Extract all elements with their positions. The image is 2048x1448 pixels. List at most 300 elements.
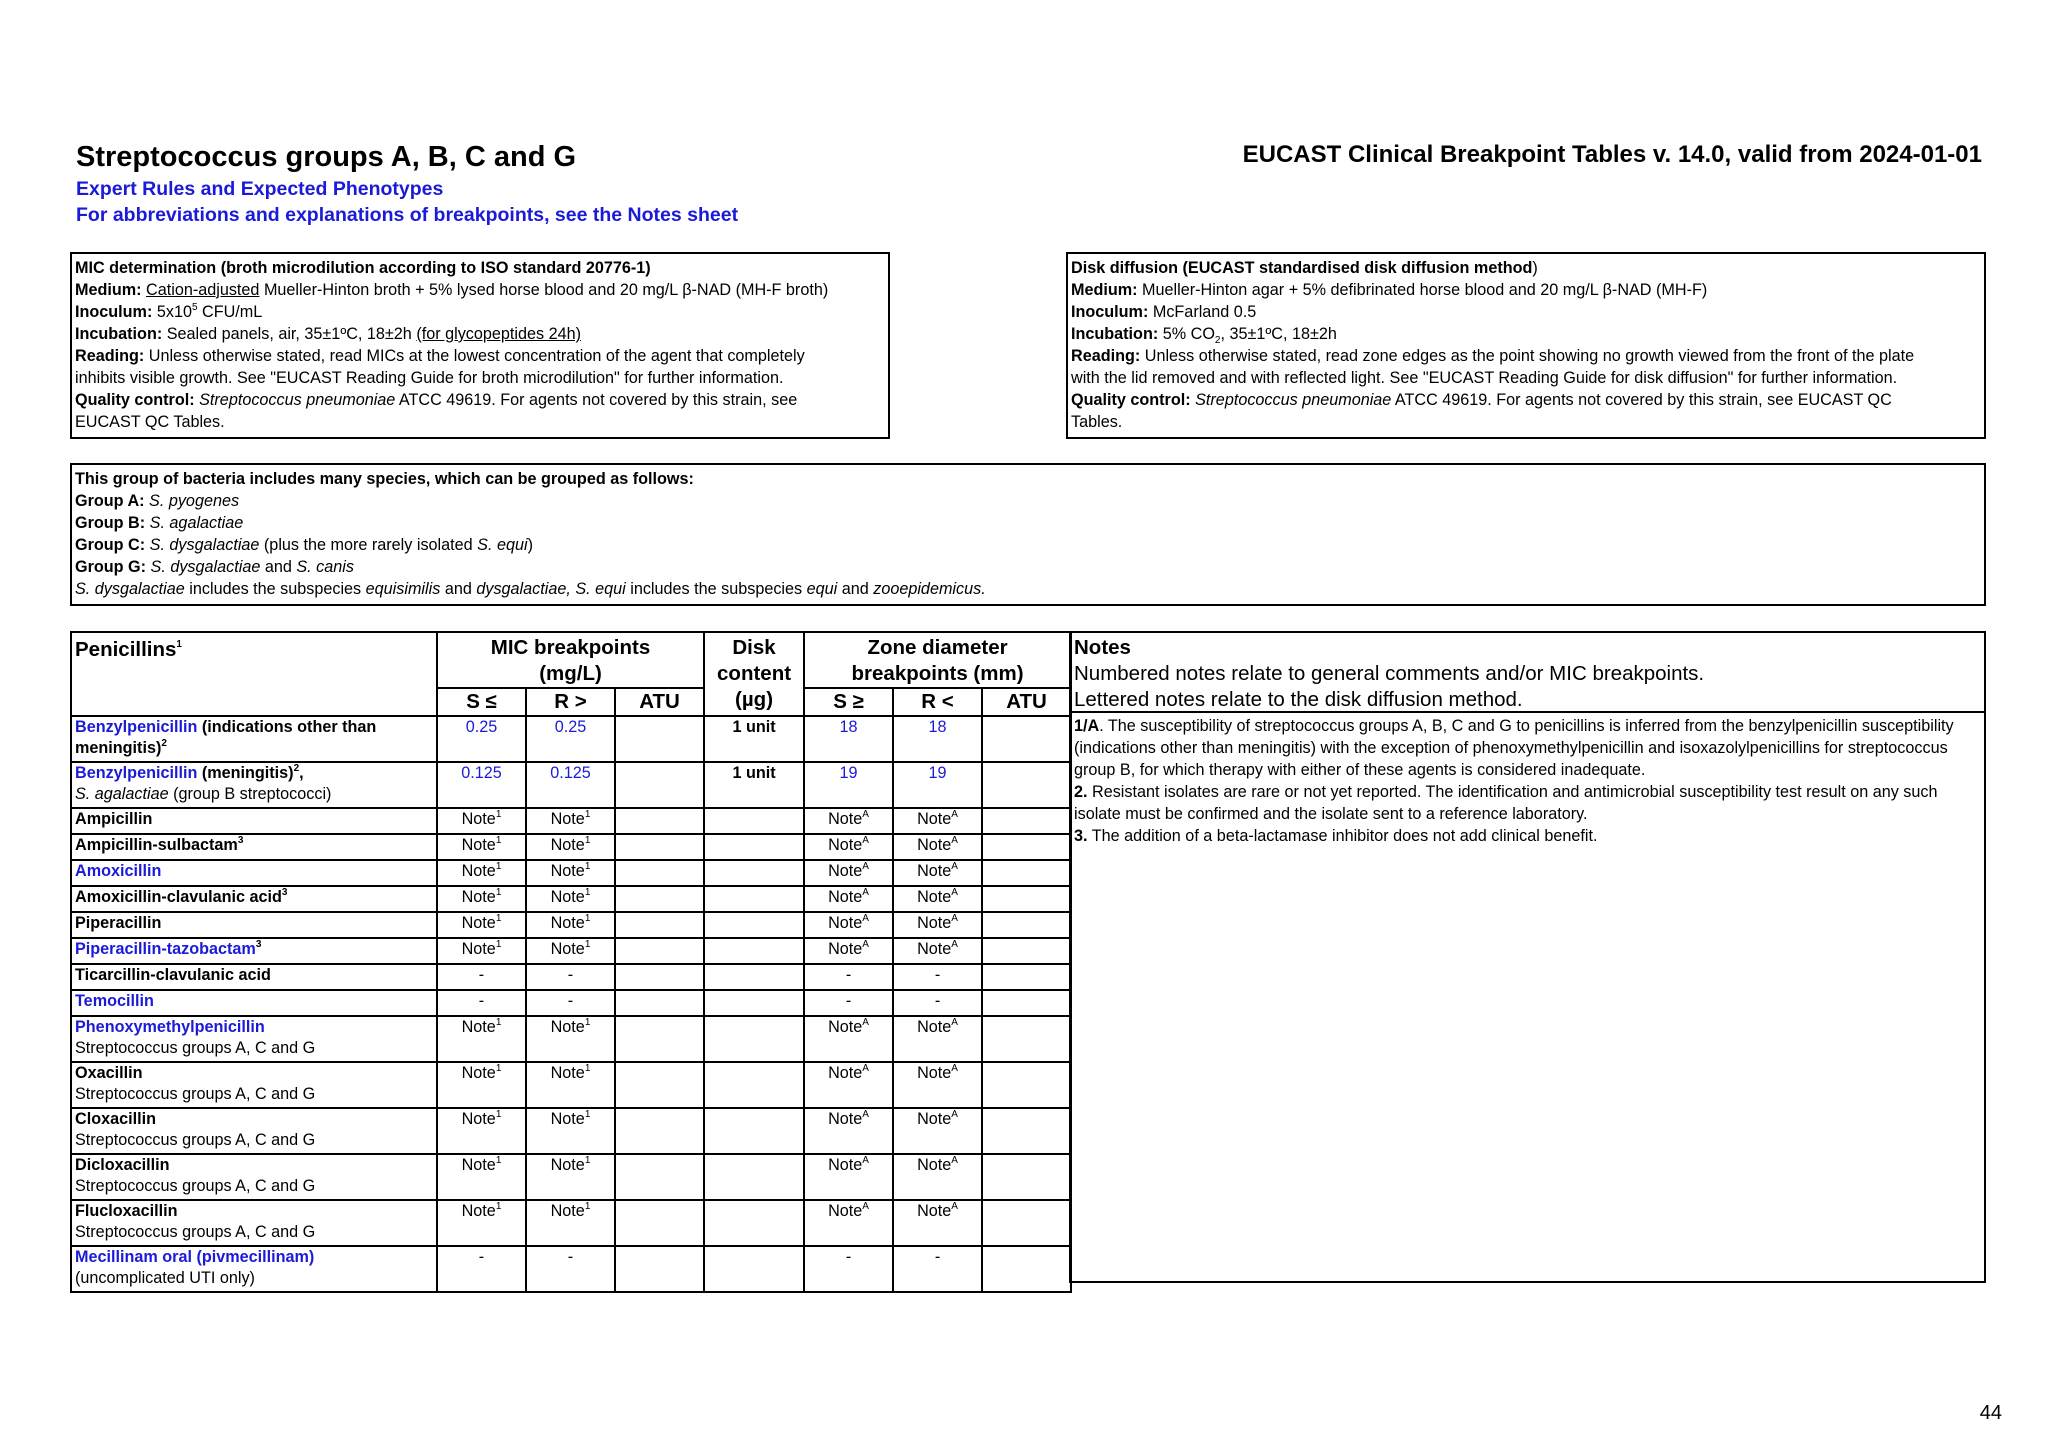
- zone-r-cell: [893, 1062, 982, 1108]
- mic-r-cell-value: Note: [550, 940, 585, 958]
- group-c-end: ): [527, 536, 533, 554]
- zone-s-cell-note-ref: A: [862, 886, 869, 898]
- agent-cell: [71, 912, 437, 938]
- agent-scope: Streptococcus groups A, C and G: [75, 1223, 316, 1241]
- subspecies-s5: zooepidemicus.: [873, 580, 986, 598]
- zone-s-cell-note-ref: A: [862, 1062, 869, 1074]
- mic-inoculum-exp: 5: [191, 301, 198, 313]
- notes-panel: [1069, 631, 1986, 1283]
- zone-atu-cell: [982, 1200, 1071, 1246]
- disk-reading-label: Reading:: [1071, 347, 1141, 365]
- mic-s-cell-value: 0.125: [461, 764, 502, 782]
- agent-cell: [71, 1200, 437, 1246]
- mic-atu-cell: [615, 1062, 704, 1108]
- zone-s-cell: [804, 860, 893, 886]
- table-row: [71, 1016, 1071, 1062]
- mic-r-cell: [526, 1246, 615, 1292]
- mic-medium-text: Mueller-Hinton broth + 5% lysed horse blood and 20 mg/L β-NAD (MH-F broth): [263, 281, 829, 299]
- disk-content-cell: [704, 716, 804, 762]
- disk-content-cell: [704, 1108, 804, 1154]
- mic-determination-box: [70, 252, 890, 439]
- zone-s-cell-value: -: [845, 966, 852, 984]
- table-row: [71, 990, 1071, 1016]
- mic-s-cell-value: Note: [461, 914, 496, 932]
- disk-header-2: content: [717, 662, 792, 685]
- group-b-species: S. agalactiae: [149, 514, 244, 532]
- mic-s-cell: [437, 1246, 526, 1292]
- mic-incubation-text: Sealed panels, air, 35±1ºC, 18±2h: [166, 325, 412, 343]
- agent-scope: (uncomplicated UTI only): [75, 1269, 255, 1287]
- zone-atu-cell: [982, 1154, 1071, 1200]
- zone-r-cell-note-ref: A: [951, 1200, 958, 1212]
- agent-note-ref: 2: [293, 762, 300, 774]
- zone-s-cell: [804, 912, 893, 938]
- table-row: [71, 912, 1071, 938]
- note-3-label: 3.: [1074, 827, 1088, 845]
- agent-cell: [71, 886, 437, 912]
- notes-body: [1071, 713, 1984, 849]
- mic-s-cell: [437, 938, 526, 964]
- table-row: [71, 886, 1071, 912]
- mic-r-cell-note-ref: 1: [584, 808, 591, 820]
- mic-s-cell-note-ref: 1: [495, 1108, 502, 1120]
- mic-s-cell: [437, 762, 526, 808]
- zone-atu-cell: [982, 1246, 1071, 1292]
- disk-content-cell: [704, 912, 804, 938]
- mic-r-cell: [526, 762, 615, 808]
- agent-cell: [71, 1154, 437, 1200]
- mic-r-cell: [526, 1108, 615, 1154]
- zone-atu-cell: [982, 964, 1071, 990]
- table-row: [71, 762, 1071, 808]
- group-g: [75, 556, 1981, 578]
- mic-r-cell: [526, 886, 615, 912]
- zone-s-cell-value: 18: [839, 718, 858, 736]
- mic-s-cell-value: 0.25: [465, 718, 498, 736]
- zone-s-cell-value: Note: [828, 1064, 863, 1082]
- mic-s-cell-value: Note: [461, 888, 496, 906]
- mic-qc-2: EUCAST QC Tables.: [75, 413, 225, 431]
- agent-qualifier: (indications other than: [197, 718, 377, 736]
- agent-name: Oxacillin: [75, 1064, 143, 1082]
- mic-r-cell-value: -: [567, 1248, 574, 1266]
- table-row: [71, 860, 1071, 886]
- mic-heading: MIC determination (broth microdilution according to ISO standard 20776-1): [75, 259, 651, 277]
- disk-inoculum-text: McFarland 0.5: [1152, 303, 1257, 321]
- agent-cell: [71, 964, 437, 990]
- zone-s-cell-note-ref: A: [862, 1200, 869, 1212]
- table-row: [71, 964, 1071, 990]
- zone-s-cell: [804, 1016, 893, 1062]
- disk-header-3: (µg): [735, 688, 774, 711]
- zone-r-cell-note-ref: A: [951, 1062, 958, 1074]
- mic-s-cell-note-ref: 1: [495, 860, 502, 872]
- group-a: [75, 490, 1981, 512]
- mic-r-cell-note-ref: 1: [584, 1062, 591, 1074]
- agent-species-note: (group B streptococci): [168, 785, 332, 803]
- agent-cell: [71, 938, 437, 964]
- zone-r-cell: [893, 1016, 982, 1062]
- mic-atu-cell: [615, 964, 704, 990]
- note-1-label: 1/A: [1074, 717, 1100, 735]
- group-g-species-2: S. canis: [296, 558, 354, 576]
- agent-scope: Streptococcus groups A, C and G: [75, 1039, 316, 1057]
- subspecies-s4: equi: [806, 580, 838, 598]
- disk-qc-2: Tables.: [1071, 413, 1123, 431]
- zone-s-cell: [804, 834, 893, 860]
- breakpoint-table-area: [70, 631, 1986, 1287]
- mic-atu-cell: [615, 808, 704, 834]
- zone-header-unit: breakpoints (mm): [851, 662, 1024, 685]
- mic-s-cell: [437, 1200, 526, 1246]
- mic-qc-text: ATCC 49619. For agents not covered by this strain, see: [398, 391, 798, 409]
- zone-r-cell: [893, 886, 982, 912]
- zone-s-cell-value: Note: [828, 888, 863, 906]
- group-b-label: Group B:: [75, 514, 146, 532]
- mic-s-cell-value: Note: [461, 1156, 496, 1174]
- agent-scope: Streptococcus groups A, C and G: [75, 1085, 316, 1103]
- disk-content-cell: [704, 808, 804, 834]
- mic-r-cell-value: Note: [550, 1110, 585, 1128]
- subspecies-s1: S. dysgalactiae: [75, 580, 185, 598]
- agent-name[interactable]: Mecillinam oral (pivmecillinam): [75, 1248, 315, 1266]
- disk-content-cell: [704, 860, 804, 886]
- mic-r-cell-value: Note: [550, 1156, 585, 1174]
- mic-r-cell: [526, 1062, 615, 1108]
- mic-s-cell: [437, 834, 526, 860]
- notes-line-1: Numbered notes relate to general comments and/or MIC breakpoints.: [1074, 662, 1705, 685]
- mic-r-cell: [526, 834, 615, 860]
- table-row: [71, 1062, 1071, 1108]
- disk-content-header: [704, 632, 804, 716]
- subspecies-line: [75, 578, 1981, 600]
- notes-sheet-link[interactable]: For abbreviations and explanations of breakpoints, see the Notes sheet: [76, 204, 739, 226]
- mic-s-cell: [437, 886, 526, 912]
- mic-s-cell-value: Note: [461, 1064, 496, 1082]
- mic-r-cell-note-ref: 1: [584, 886, 591, 898]
- disk-inoculum: [1071, 301, 1981, 323]
- col-mic-atu: ATU: [615, 688, 704, 716]
- subspecies-t4: and: [841, 580, 869, 598]
- subspecies-s3: dysgalactiae, S. equi: [476, 580, 626, 598]
- mic-r-cell: [526, 964, 615, 990]
- agent-name: Ampicillin-sulbactam: [75, 836, 238, 854]
- agent-name: Ampicillin: [75, 810, 153, 828]
- zone-r-cell: [893, 860, 982, 886]
- disk-medium: [1071, 279, 1981, 301]
- zone-r-cell-value: Note: [917, 1064, 952, 1082]
- mic-medium-label: Medium:: [75, 281, 142, 299]
- mic-r-cell-value: Note: [550, 888, 585, 906]
- mic-incubation: [75, 323, 885, 345]
- zone-r-cell: [893, 990, 982, 1016]
- expert-rules-link[interactable]: Expert Rules and Expected Phenotypes: [76, 178, 444, 200]
- version-label: EUCAST Clinical Breakpoint Tables v. 14.0, valid from 2024-01-01: [1242, 141, 1982, 168]
- zone-r-cell-value: Note: [917, 940, 952, 958]
- zone-atu-cell: [982, 860, 1071, 886]
- species-group-box: [70, 463, 1986, 606]
- agent-scope: Streptococcus groups A, C and G: [75, 1131, 316, 1149]
- mic-s-cell-value: Note: [461, 862, 496, 880]
- mic-r-cell-note-ref: 1: [584, 1154, 591, 1166]
- zone-s-cell-note-ref: A: [862, 834, 869, 846]
- disk-inoculum-label: Inoculum:: [1071, 303, 1149, 321]
- mic-atu-cell: [615, 860, 704, 886]
- class-label: Penicillins: [75, 638, 177, 661]
- mic-reading-2: inhibits visible growth. See "EUCAST Reading Guide for broth microdilution" for further information.: [75, 369, 784, 387]
- mic-s-cell-note-ref: 1: [495, 808, 502, 820]
- zone-r-cell: [893, 1154, 982, 1200]
- agent-name[interactable]: Benzylpenicillin: [75, 718, 198, 736]
- zone-s-cell-note-ref: A: [862, 1016, 869, 1028]
- zone-s-cell-value: Note: [828, 810, 863, 828]
- mic-breakpoints-header: [437, 632, 704, 688]
- zone-r-cell-note-ref: A: [951, 1108, 958, 1120]
- mic-qc-species: Streptococcus pneumoniae: [199, 391, 396, 409]
- disk-incubation-pre: 5% CO: [1162, 325, 1215, 343]
- mic-s-cell-value: Note: [461, 1110, 496, 1128]
- mic-atu-cell: [615, 834, 704, 860]
- agent-name: Cloxacillin: [75, 1110, 156, 1128]
- mic-atu-cell: [615, 886, 704, 912]
- agent-name: Piperacillin: [75, 914, 162, 932]
- disk-content-cell: [704, 938, 804, 964]
- agent-name: Ticarcillin-clavulanic acid: [75, 966, 271, 984]
- mic-r-cell-value: Note: [550, 914, 585, 932]
- zone-s-cell-value: -: [845, 1248, 852, 1266]
- zone-s-cell: [804, 938, 893, 964]
- mic-r-cell-value: 0.25: [554, 718, 587, 736]
- zone-atu-cell: [982, 808, 1071, 834]
- zone-s-cell-value: Note: [828, 940, 863, 958]
- zone-r-cell: [893, 808, 982, 834]
- zone-s-cell: [804, 762, 893, 808]
- disk-reading-text-1: Unless otherwise stated, read zone edges as the point showing no growth viewed from the front of the plate: [1144, 347, 1915, 365]
- group-g-and: and: [264, 558, 292, 576]
- agent-name[interactable]: Amoxicillin: [75, 862, 162, 880]
- zone-r-cell-note-ref: A: [951, 834, 958, 846]
- group-a-label: Group A:: [75, 492, 145, 510]
- zone-r-cell-value: Note: [917, 888, 952, 906]
- zone-r-cell-value: -: [934, 1248, 941, 1266]
- zone-s-cell-value: Note: [828, 914, 863, 932]
- col-zone-s: S ≥: [804, 688, 893, 716]
- disk-content-cell: [704, 1154, 804, 1200]
- zone-r-cell-value: 19: [928, 764, 947, 782]
- note-3: [1074, 825, 1981, 847]
- zone-s-cell-value: Note: [828, 1202, 863, 1220]
- zone-atu-cell: [982, 990, 1071, 1016]
- col-zone-atu: ATU: [982, 688, 1071, 716]
- zone-s-cell-value: -: [845, 992, 852, 1010]
- disk-content-value: 1 unit: [732, 764, 776, 782]
- zone-atu-cell: [982, 1016, 1071, 1062]
- disk-header-1: Disk: [732, 636, 776, 659]
- mic-medium: [75, 279, 885, 301]
- mic-s-cell-value: Note: [461, 836, 496, 854]
- zone-r-cell-note-ref: A: [951, 1016, 958, 1028]
- agent-name[interactable]: Temocillin: [75, 992, 154, 1010]
- zone-s-cell: [804, 1200, 893, 1246]
- disk-incubation-post: , 35±1ºC, 18±2h: [1220, 325, 1337, 343]
- table-row: [71, 716, 1071, 762]
- page-number: 44: [1979, 1402, 2002, 1424]
- mic-inoculum-unit: CFU/mL: [202, 303, 263, 321]
- disk-content-cell: [704, 762, 804, 808]
- zone-r-cell: [893, 1200, 982, 1246]
- agent-cell: [71, 762, 437, 808]
- zone-r-cell-value: Note: [917, 1018, 952, 1036]
- zone-header-label: Zone diameter: [867, 636, 1008, 659]
- mic-r-cell-value: Note: [550, 1202, 585, 1220]
- mic-reading-label: Reading:: [75, 347, 145, 365]
- zone-s-cell-note-ref: A: [862, 1108, 869, 1120]
- mic-atu-cell: [615, 716, 704, 762]
- disk-content-value: 1 unit: [732, 718, 776, 736]
- agent-cell: [71, 1062, 437, 1108]
- group-c-mid: (plus the more rarely isolated: [263, 536, 473, 554]
- disk-content-cell: [704, 1016, 804, 1062]
- zone-r-cell: [893, 1246, 982, 1292]
- note-1-text: . The susceptibility of streptococcus groups A, B, C and G to penicillins is inferred from the benzylpenicillin susceptibility (indications other than meningitis) with the exception of phenoxymethylpenicillin and isoxazolylpenicillins for streptococcus group B, for which therapy with either of these agents is considered inadequate.: [1074, 717, 1954, 779]
- disk-incubation-label: Incubation:: [1071, 325, 1159, 343]
- mic-r-cell-note-ref: 1: [584, 1016, 591, 1028]
- zone-r-cell-note-ref: A: [951, 886, 958, 898]
- mic-atu-cell: [615, 1200, 704, 1246]
- mic-atu-cell: [615, 1154, 704, 1200]
- group-c-species: S. dysgalactiae: [149, 536, 260, 554]
- agent-cell: [71, 834, 437, 860]
- zone-s-cell: [804, 990, 893, 1016]
- mic-inoculum-base: 5x10: [156, 303, 192, 321]
- mic-s-cell: [437, 1154, 526, 1200]
- mic-r-cell: [526, 808, 615, 834]
- agent-species: S. agalactiae: [75, 785, 169, 803]
- disk-qc-label: Quality control:: [1071, 391, 1191, 409]
- mic-s-cell: [437, 1062, 526, 1108]
- zone-s-cell: [804, 808, 893, 834]
- mic-r-cell-value: Note: [550, 1018, 585, 1036]
- zone-diameter-header: [804, 632, 1071, 688]
- mic-s-cell-note-ref: 1: [495, 834, 502, 846]
- mic-s-cell: [437, 912, 526, 938]
- mic-s-cell: [437, 1108, 526, 1154]
- col-mic-r: R >: [526, 688, 615, 716]
- agent-name: Dicloxacillin: [75, 1156, 170, 1174]
- agent-qualifier-2: meningitis): [75, 739, 162, 757]
- zone-r-cell: [893, 762, 982, 808]
- mic-r-cell: [526, 1200, 615, 1246]
- disk-reading-2: with the lid removed and with reflected light. See "EUCAST Reading Guide for disk diffusion" for further information.: [1071, 369, 1898, 387]
- zone-r-cell-value: Note: [917, 1202, 952, 1220]
- disk-heading: [1071, 257, 1981, 279]
- class-header: [71, 632, 437, 716]
- zone-s-cell-note-ref: A: [862, 860, 869, 872]
- mic-atu-cell: [615, 938, 704, 964]
- table-row: [71, 834, 1071, 860]
- agent-name: Flucloxacillin: [75, 1202, 178, 1220]
- notes-heading: Notes: [1074, 636, 1131, 659]
- zone-r-cell-value: Note: [917, 862, 952, 880]
- disk-heading-end: ): [1532, 259, 1538, 277]
- disk-medium-text: Mueller-Hinton agar + 5% defibrinated horse blood and 20 mg/L β-NAD (MH-F): [1142, 281, 1708, 299]
- agent-note-ref: 3: [237, 834, 244, 846]
- mic-r-cell-value: 0.125: [550, 764, 591, 782]
- zone-r-cell-note-ref: A: [951, 938, 958, 950]
- mic-r-cell-value: -: [567, 966, 574, 984]
- zone-r-cell-value: Note: [917, 1110, 952, 1128]
- mic-r-cell: [526, 1154, 615, 1200]
- zone-r-cell-note-ref: A: [951, 912, 958, 924]
- agent-name[interactable]: Phenoxymethylpenicillin: [75, 1018, 265, 1036]
- mic-atu-cell: [615, 1016, 704, 1062]
- agent-cell: [71, 860, 437, 886]
- zone-r-cell-value: -: [934, 992, 941, 1010]
- zone-s-cell-note-ref: A: [862, 938, 869, 950]
- zone-r-cell-value: Note: [917, 836, 952, 854]
- table-row: [71, 1246, 1071, 1292]
- mic-r-cell-note-ref: 1: [584, 938, 591, 950]
- agent-cell: [71, 808, 437, 834]
- page-title: Streptococcus groups A, B, C and G: [76, 141, 577, 173]
- mic-atu-cell: [615, 1108, 704, 1154]
- agent-name[interactable]: Benzylpenicillin: [75, 764, 198, 782]
- zone-r-cell: [893, 938, 982, 964]
- mic-s-cell-note-ref: 1: [495, 886, 502, 898]
- group-b: [75, 512, 1981, 534]
- mic-inoculum: [75, 301, 885, 323]
- disk-qc: [1071, 389, 1981, 411]
- zone-atu-cell: [982, 1108, 1071, 1154]
- group-c-label: Group C:: [75, 536, 146, 554]
- group-heading: This group of bacteria includes many species, which can be grouped as follows:: [75, 470, 694, 488]
- note-2: [1074, 781, 1981, 825]
- mic-qc: [75, 389, 885, 411]
- zone-s-cell-value: Note: [828, 862, 863, 880]
- agent-cell: [71, 1246, 437, 1292]
- mic-s-cell: [437, 716, 526, 762]
- disk-incubation: [1071, 323, 1981, 345]
- mic-r-cell-value: Note: [550, 836, 585, 854]
- zone-s-cell-value: 19: [839, 764, 858, 782]
- group-c-equi: S. equi: [477, 536, 528, 554]
- zone-r-cell: [893, 716, 982, 762]
- disk-content-cell: [704, 990, 804, 1016]
- zone-atu-cell: [982, 912, 1071, 938]
- zone-r-cell-note-ref: A: [951, 1154, 958, 1166]
- table-row: [71, 1200, 1071, 1246]
- notes-header: [1071, 633, 1984, 713]
- subspecies-t3: includes the subspecies: [630, 580, 803, 598]
- agent-name[interactable]: Piperacillin-tazobactam: [75, 940, 256, 958]
- zone-s-cell-value: Note: [828, 1156, 863, 1174]
- mic-r-cell-value: Note: [550, 862, 585, 880]
- breakpoint-table: [70, 631, 1072, 1293]
- zone-r-cell-value: 18: [928, 718, 947, 736]
- mic-atu-cell: [615, 762, 704, 808]
- zone-r-cell: [893, 834, 982, 860]
- zone-atu-cell: [982, 762, 1071, 808]
- agent-note-ref: 3: [281, 886, 288, 898]
- zone-r-cell-value: Note: [917, 1156, 952, 1174]
- disk-heading-text: Disk diffusion (EUCAST standardised disk diffusion method: [1071, 259, 1533, 277]
- mic-reading-text-1: Unless otherwise stated, read MICs at the lowest concentration of the agent that completely: [148, 347, 805, 365]
- subspecies-t2: and: [444, 580, 472, 598]
- mic-s-cell-value: -: [478, 1248, 485, 1266]
- mic-reading-1: [75, 345, 885, 367]
- table-row: [71, 1108, 1071, 1154]
- zone-s-cell: [804, 1062, 893, 1108]
